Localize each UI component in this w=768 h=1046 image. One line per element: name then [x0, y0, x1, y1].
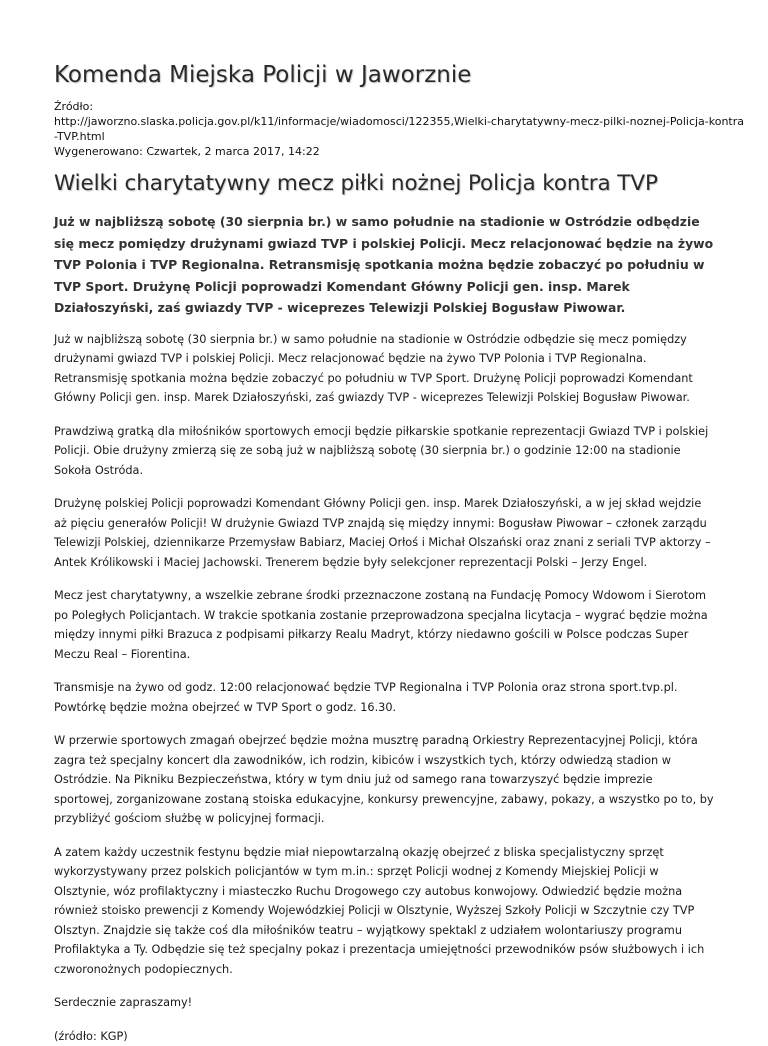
article-closing: Serdecznie zapraszamy! — [54, 993, 714, 1013]
article-paragraph: Drużynę polskiej Policji poprowadzi Komendant Główny Policji gen. insp. Marek Działoszyński, a w jej skład wejdzie aż pięciu generałów Policji! W drużynie Gwiazd TVP znajdą się między innymi: Bogusław Piwowar – członek zarządu Telewizji Polskiej, dziennikarze Przemysław Babiarz, Maciej Orłoś i Michał Olszański oraz znani z seriali TVP aktorzy – Antek Królikowski i Maciej Jachowski. Trenerem będzie były selekcjoner reprezentacji Polski – Jerzy Engel. — [54, 494, 714, 572]
article-paragraph: Już w najbliższą sobotę (30 sierpnia br.) w samo południe na stadionie w Ostródzie odbędzie się mecz pomiędzy drużynami gwiazd TVP i polskiej Policji. Mecz relacjonować będzie na żywo TVP Polonia i TVP Regionalna. Retransmisję spotkania można będzie zobaczyć po południu w TVP Sport. Drużynę Policji poprowadzi Komendant Główny Policji gen. insp. Marek Działoszyński, zaś gwiazdy TVP - wiceprezes Telewizji Polskiej Bogusław Piwowar. — [54, 330, 714, 408]
generated-timestamp: Wygenerowano: Czwartek, 2 marca 2017, 14:22 — [54, 144, 714, 159]
article-paragraph: Prawdziwą gratką dla miłośników sportowych emocji będzie piłkarskie spotkanie reprezentacji Gwiazd TVP i polskiej Policji. Obie drużyny zmierzą się ze sobą już w najbliższą sobotę (30 sierpnia br.) o godzinie 12:00 na stadionie Sokoła Ostróda. — [54, 422, 714, 481]
source-url-line-1: http://jaworzno.slaska.policja.gov.pl/k11/informacje/wiadomosci/122355,Wielki-charytatywny-mecz-pilki-noznej-Policja-kontra — [54, 114, 714, 129]
article-paragraph: W przerwie sportowych zmagań obejrzeć będzie można musztrę paradną Orkiestry Reprezentacyjnej Policji, która zagra też specjalny koncert dla zawodników, ich rodzin, kibiców i wszystkich tych, którzy odwiedzą stadion w Ostródzie. Na Pikniku Bezpieczeństwa, który w tym dniu już od samego rana towarzyszyć będzie imprezie sportowej, zorganizowane zostaną stoiska edukacyjne, konkursy prewencyjne, zabawy, pokazy, a wszystko po to, by przybliżyć gościom służbę w policyjnej formacji. — [54, 731, 714, 829]
source-label: Źródło: — [54, 99, 714, 114]
source-meta — [54, 99, 714, 159]
source-url-line-2: -TVP.html — [54, 129, 714, 144]
article-lead: Już w najbliższą sobotę (30 sierpnia br.) w samo południe na stadionie w Ostródzie odbędzie się mecz pomiędzy drużynami gwiazd TVP i polskiej Policji. Mecz relacjonować będzie na żywo TVP Polonia i TVP Regionalna. Retransmisję spotkania można będzie zobaczyć po południu w TVP Sport. Drużynę Policji poprowadzi Komendant Główny Policji gen. insp. Marek Działoszyński, zaś gwiazdy TVP - wiceprezes Telewizji Polskiej Bogusław Piwowar. — [54, 211, 714, 319]
article-source-note: (źródło: KGP) — [54, 1027, 714, 1046]
article-paragraph: Mecz jest charytatywny, a wszelkie zebrane środki przeznaczone zostaną na Fundację Pomocy Wdowom i Sierotom po Poległych Policjantach. W trakcie spotkania zostanie przeprowadzona specjalna licytacja – wygrać będzie można między innymi piłki Brazuca z podpisami piłkarzy Realu Madryt, którzy niedawno gościli w Polsce podczas Super Meczu Real – Fiorentina. — [54, 586, 714, 664]
site-title: Komenda Miejska Policji w Jaworznie — [54, 0, 714, 90]
article-title: Wielki charytatywny mecz piłki nożnej Policja kontra TVP — [54, 169, 714, 199]
article-body — [54, 330, 714, 1046]
article-paragraph: A zatem każdy uczestnik festynu będzie miał niepowtarzalną okazję obejrzeć z bliska specjalistyczny sprzęt wykorzystywany przez polskich policjantów w tym m.in.: sprzęt Policji wodnej z Komendy Miejskiej Policji w Olsztynie, wóz profilaktyczny i miasteczko Ruchu Drogowego czy autobus konwojowy. Odwiedzić będzie można również stoisko prewencji z Komendy Wojewódzkiej Policji w Olsztynie, Wyższej Szkoły Policji w Szczytnie czy TVP Olsztyn. Znajdzie się także coś dla miłośników teatru – wyjątkowy spektakl z udziałem wolontariuszy programu Profilaktyka a Ty. Odbędzie się też specjalny pokaz i prezentacja umiejętności przewodników psów służbowych i ich czworonożnych podopiecznych. — [54, 843, 714, 980]
article-paragraph: Transmisje na żywo od godz. 12:00 relacjonować będzie TVP Regionalna i TVP Polonia oraz strona sport.tvp.pl. Powtórkę będzie można obejrzeć w TVP Sport o godz. 16.30. — [54, 678, 714, 717]
